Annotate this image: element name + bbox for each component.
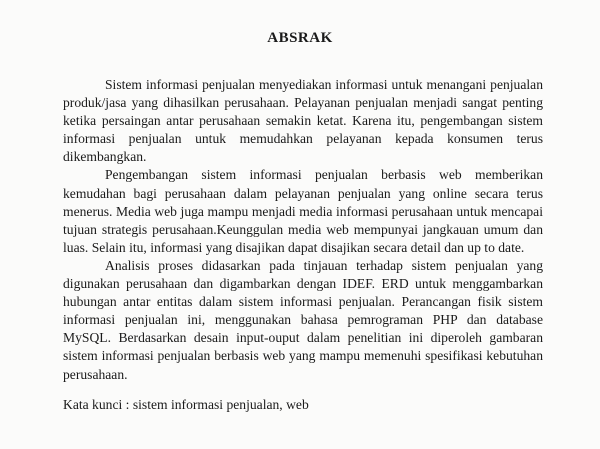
- abstract-title: ABSRAK: [267, 30, 333, 46]
- paragraph-2: Pengembangan sistem informasi penjualan berbasis web memberikan kemudahan bagi perusahaan dalam pelayanan penjualan yang online secara terus menerus. Media web juga mampu menjadi media informasi perusahaan untuk mencapai tujuan strategis perusahaan.Keunggulan media web mempunyai jangkauan umum dan luas. Selain itu, informasi yang disajikan dapat disajikan secara detail dan up to date.: [63, 167, 543, 255]
- paragraph-3: Analisis proses didasarkan pada tinjauan terhadap sistem penjualan yang digunakan perusahaan dan digambarkan dengan IDEF. ERD untuk menggambarkan hubungan antar entitas dalam sistem informasi penjualan. Perancangan fisik sistem informasi penjualan ini, menggunakan bahasa pemrograman PHP dan database MySQL. Berdasarkan desain input-ouput dalam penelitian ini diperoleh gambaran sistem informasi penjualan berbasis web yang mampu memenuhi spesifikasi kebutuhan perusahaan.: [63, 257, 543, 382]
- keywords-line: Kata kunci : sistem informasi penjualan, web: [63, 397, 309, 412]
- paragraph-1: Sistem informasi penjualan menyediakan informasi untuk menangani penjualan produk/jasa yang dihasilkan perusahaan. Pelayanan penjualan menjadi sangat penting ketika persaingan antar perusahaan semakin ketat. Karena itu, pengembangan sistem informasi penjualan untuk memudahkan pelayanan kepada konsumen terus dikembangkan.: [63, 77, 543, 165]
- abstract-body: [63, 76, 543, 384]
